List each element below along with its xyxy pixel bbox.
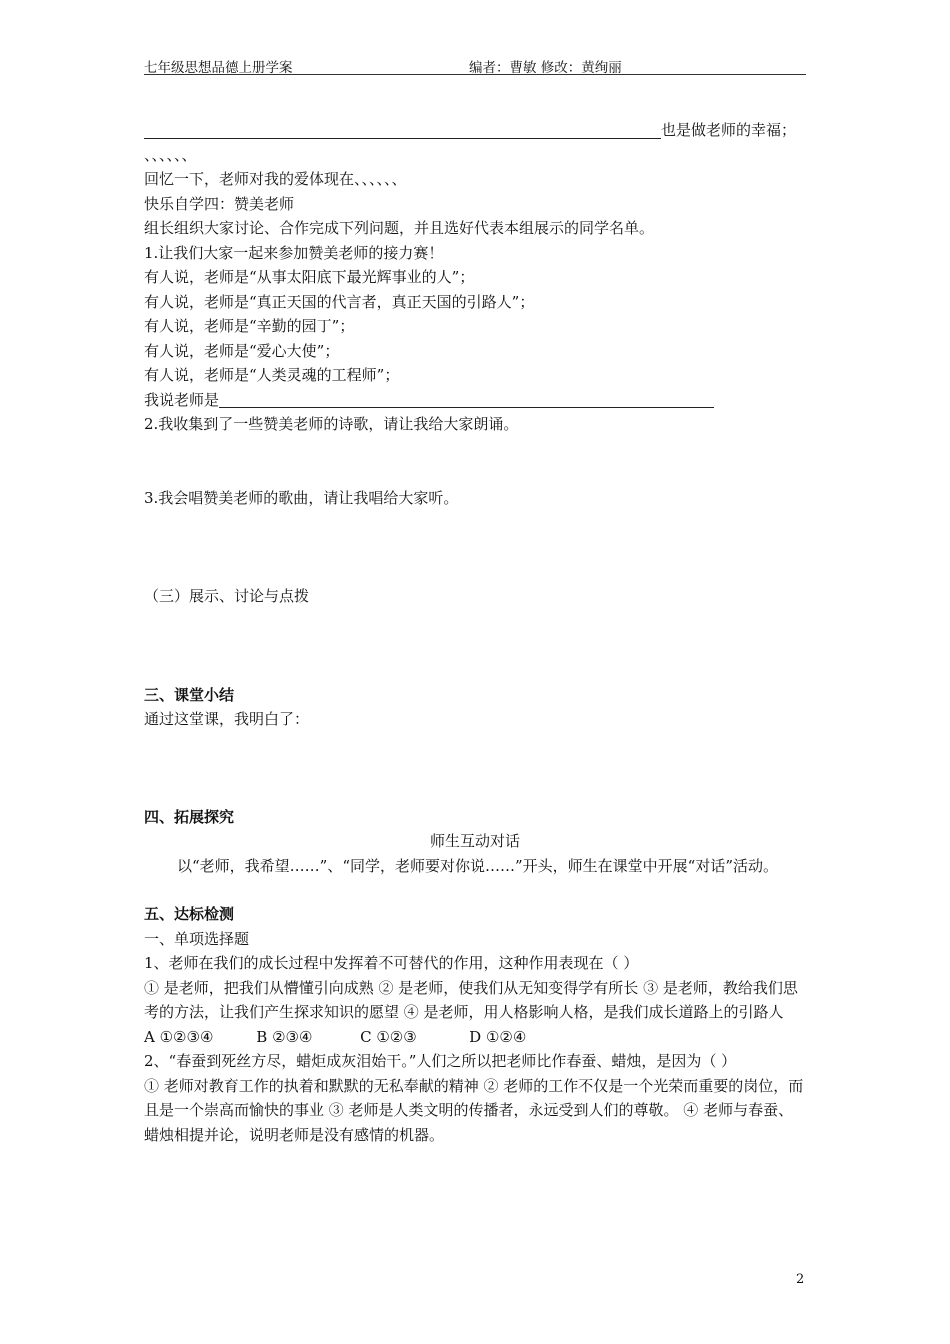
page-number: 2 [796,1272,805,1287]
section-4-title: 四、拓展探究 [144,807,235,826]
question-1-options: A ①②③④ B ②③④ C ①②③ D ①②④ [144,1027,527,1046]
section-3-title: 三、课堂小结 [144,685,235,704]
section-5-subtitle: 一、单项选择题 [144,929,250,948]
blank-underline [219,391,714,408]
section-4-paragraph: 以“老师，我希望……”、“同学，老师要对你说……”开头，师生在课堂中开展“对话”活动。 [177,856,779,875]
question-2: 2、“春蚕到死丝方尽，蜡炬成灰泪始干。”人们之所以把老师比作春蚕、蜡烛，是因为（ ） [144,1052,737,1070]
header-authors: 编者：曹敏 修改：黄绚丽 [469,60,622,76]
item-3: 3.我会唱赞美老师的歌曲，请让我唱给大家听。 [144,488,459,507]
section-4-subtitle: 师生互动对话 [429,832,520,850]
section-5-title: 五、达标检测 [144,905,235,923]
line-3: 回忆一下，老师对我的爱体现在、、、、、、 [144,170,407,188]
quote-1: 有人说，老师是“从事太阳底下最光辉事业的人”； [144,268,475,286]
section-display-discuss: （三）展示、讨论与点拨 [144,587,310,605]
line-1-suffix: 也是做老师的幸福； [661,121,797,139]
document-body [144,118,806,1147]
question-2-body: ① 老师对教育工作的执着和默默的无私奉献的精神 ② 老师的工作不仅是一个光荣而重要的岗位，而且是一个崇高而愉快的事业 ③ 老师是人类文明的传播者，永远受到人们的尊敬。 ④ 老师与春蚕、蜡烛相提并论，说明老师是没有感情的机器。 [144,1076,804,1144]
page-header [144,52,806,75]
item-1: 1.让我们大家一起来参加赞美老师的接力赛！ [144,243,444,262]
quote-2: 有人说，老师是“真正天国的代言者，真正天国的引路人”； [144,292,535,311]
blank-underline [144,122,661,139]
item-2: 2.我收集到了一些赞美老师的诗歌，请让我给大家朗诵。 [144,415,519,433]
question-1: 1、老师在我们的成长过程中发挥着不可替代的作用，这种作用表现在（ ） [144,954,639,972]
section-3-text: 通过这堂课，我明白了： [144,710,310,728]
my-saying-line [144,388,806,413]
quote-4: 有人说，老师是“爱心大使”； [144,341,340,360]
line-2: 、、、、、、 [144,145,197,164]
quote-5: 有人说，老师是“人类灵魂的工程师”； [144,366,400,384]
quote-3: 有人说，老师是“辛勤的园丁”； [144,317,355,335]
fill-line-1 [144,118,806,143]
header-course-title: 七年级思想品德上册学案 [144,60,293,76]
instruction-text: 组长组织大家讨论、合作完成下列问题，并且选好代表本组展示的同学名单。 [144,219,655,237]
section-heading-self-study-4: 快乐自学四：赞美老师 [144,194,295,213]
my-saying-label: 我说老师是 [144,390,220,409]
question-1-body: ① 是老师，把我们从懵懂引向成熟 ② 是老师，使我们从无知变得学有所长 ③ 是老师，教给我们思考的方法，让我们产生探求知识的愿望 ④ 是老师，用人格影响人格，是我们成长道路上的引路人 [144,978,798,1021]
